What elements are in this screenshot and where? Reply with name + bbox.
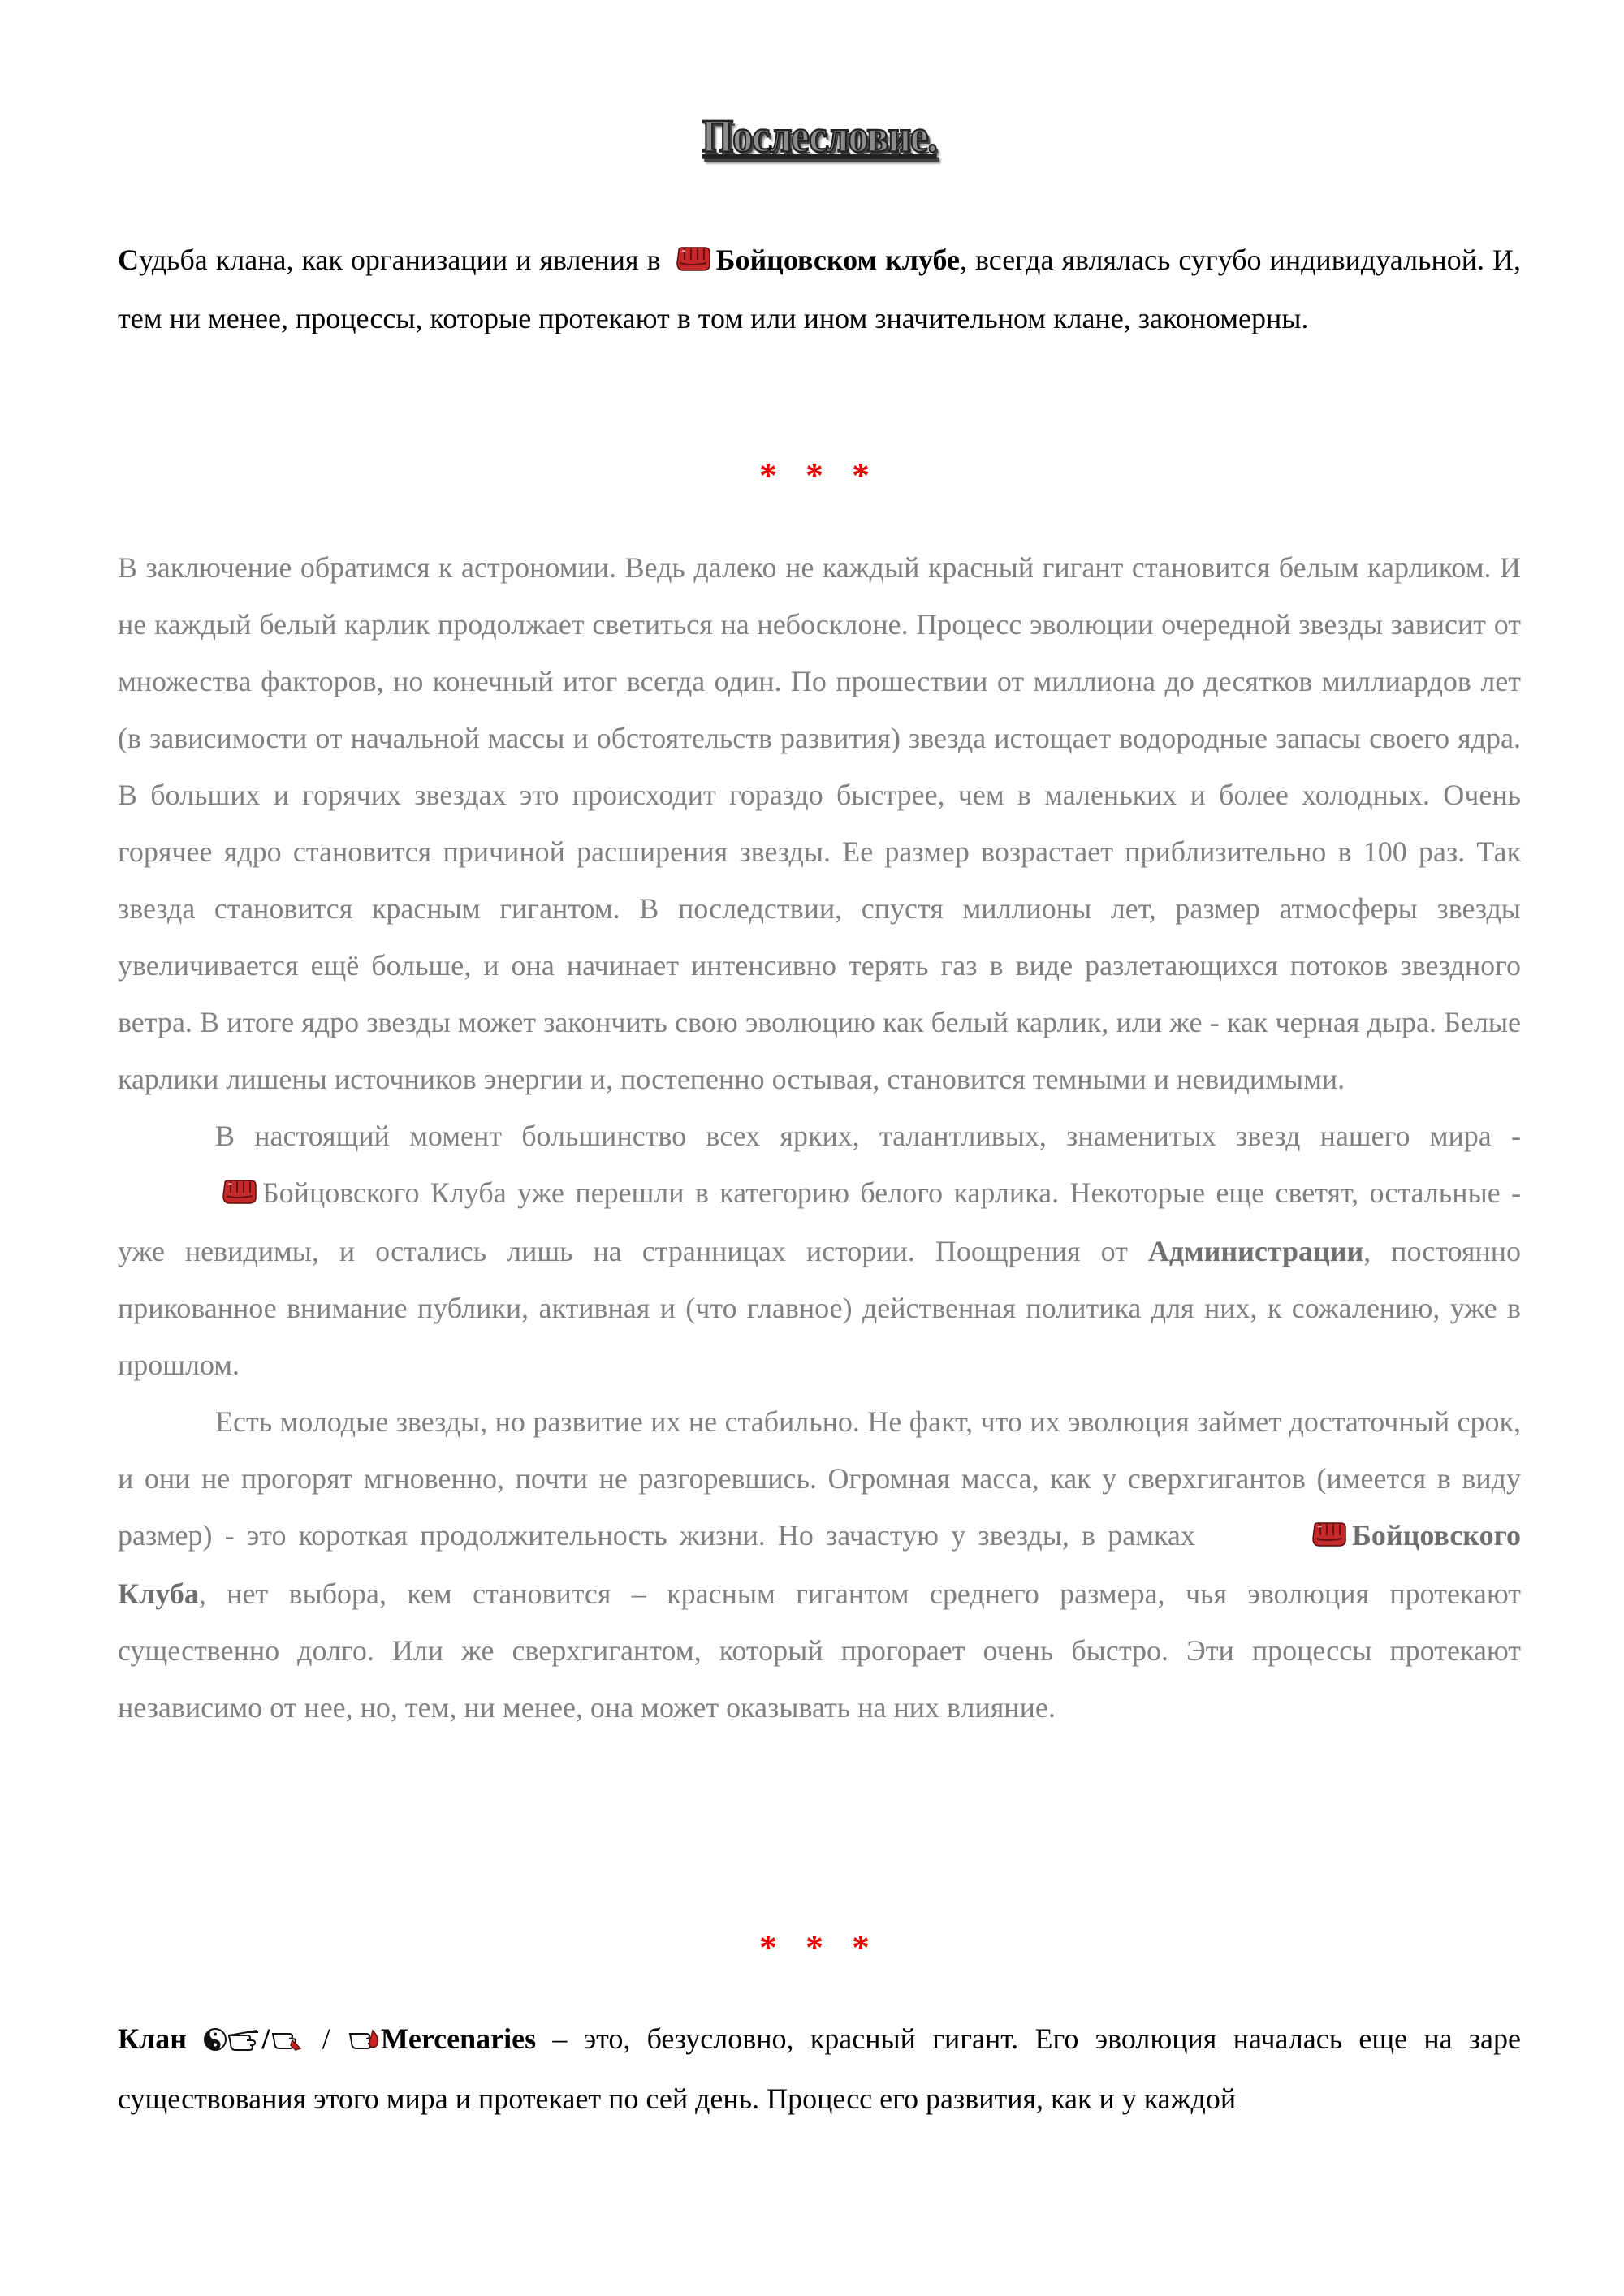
paragraph2-mid: уже перешли в категорию белого карлика. Некоторые еще светят, остальные - уже невидимы, и остались лишь на странницах истории. Поощрения от	[118, 1176, 1522, 1267]
club-name: Бойцовском клубе	[715, 244, 960, 276]
clan-label: Клан	[118, 2022, 188, 2055]
astronomy-paragraph-2	[118, 1107, 1521, 1393]
fist-icon	[1212, 1508, 1347, 1565]
paragraph3-club: Бойцовского Клуба	[118, 1519, 1522, 1610]
astronomy-paragraph-1: В заключение обратимся к астрономии. Ведь далеко не каждый красный гигант становится белым карликом. И не каждый белый карлик продолжает светиться на небосклоне. Процесс эволюции очередной звезды зависит от множества факторов, но конечный итог всегда один. По прошествии от миллиона до десятков миллиардов лет (в зависимости от начальной массы и обстоятельств развития) звезда истощает водородные запасы своего ядра. В больших и горячих звездах это происходит гораздо быстрее, чем в маленьких и более холодных. Очень горячее ядро становится причиной расширения звезды. Ее размер возрастает приблизительно в 100 раз. Так звезда становится красным гигантом. В последствии, спустя миллионы лет, размер атмосферы звезды увеличивается ещё больше, и она начинает интенсивно терять газ в виде разлетающихся потоков звездного ветра. В итоге ядро звезды может закончить свою эволюцию как белый карлик, или же - как черная дыра. Белые карлики лишены источников энергии и, постепенно остывая, становится темными и невидимыми.	[118, 551, 1521, 1095]
clan-paragraph	[118, 2010, 1521, 2127]
hand-red-drop-icon	[348, 2013, 381, 2070]
intro-text-after: , всегда являлась сугубо индивидуальной. И, тем ни менее, процессы, которые протекают в том или ином значительном клане, закономерны.	[118, 244, 1522, 334]
fist-icon	[123, 1166, 257, 1223]
separator-stars-1: * * *	[759, 455, 879, 495]
clan-name: Mercenaries	[380, 2022, 537, 2055]
yin-yang-icon	[203, 2013, 227, 2070]
pointing-hand-icon	[227, 2013, 260, 2070]
paragraph2-start: В настоящий момент большинство всех ярких, талантливых, знаменитых звезд нашего мира -	[215, 1120, 1521, 1152]
intro-paragraph	[118, 231, 1521, 347]
astronomy-section	[118, 539, 1521, 1736]
page-title: Послесловие.	[702, 109, 937, 162]
clan-slash-2: /	[305, 2022, 347, 2055]
paragraph2-club: Бойцовского Клуба	[262, 1176, 507, 1209]
fist-icon	[674, 233, 711, 290]
clan-text: – это, безусловно, красный гигант. Его эволюция началась еще на заре существования этого мира и протекает по сей день. Процесс его развития, как и у каждой	[118, 2022, 1521, 2115]
paragraph3-start: Есть молодые звезды, но развитие их не стабильно. Не факт, что их эволюция займет достаточный срок, и они не прогорят мгновенно, почти не разгоревшись. Огромная масса, как у сверхгигантов (имеется в виду размер) - это короткая продолжительность жизни. Но зачастую у звезды, в рамках	[118, 1405, 1521, 1552]
drop-letter: С	[118, 244, 139, 276]
astronomy-paragraph-3	[118, 1393, 1521, 1736]
administration: Администрации	[1147, 1235, 1364, 1267]
paragraph2-end: , постоянно прикованное внимание публики, активная и (что главное) действенная политика для них, к сожалению, уже в прошлом.	[118, 1235, 1521, 1381]
title-container	[118, 109, 1521, 162]
separator-stars-2: * * *	[759, 1927, 879, 1967]
paragraph3-end: , нет выбора, кем становится – красным гигантом среднего размера, чья эволюция протекают существенно долго. Или же сверхгигантом, который прогорает очень быстро. Эти процессы протекают независимо от нее, но, тем, ни менее, она может оказывать на них влияние.	[118, 1577, 1521, 1724]
hand-red-icon	[271, 2013, 304, 2070]
intro-text-before: удьба клана, как организации и явления в	[139, 244, 661, 276]
clan-slash-1: /	[261, 2022, 270, 2055]
